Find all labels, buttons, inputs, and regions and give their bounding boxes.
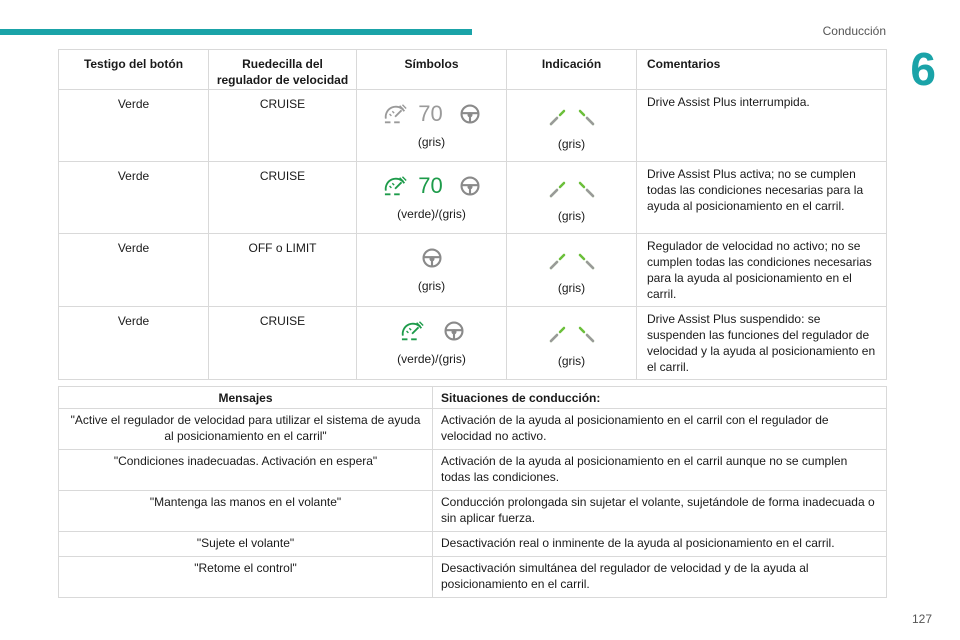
speed-value: 70 [418,101,443,126]
comment-cell: Drive Assist Plus activa; no se cumplen todas las condiciones necesarias para la ayuda al posicionamiento en el carril. [637,162,887,234]
table-row [59,557,887,598]
symbols-cell [357,162,507,234]
testigo-cell: Verde [59,90,209,162]
indication-cell [507,90,637,162]
table-row [59,491,887,532]
table-row [59,234,887,307]
table-row [59,450,887,491]
ruedecilla-cell: CRUISE [209,90,357,162]
symbols-cell [357,307,507,380]
message-cell: "Mantenga las manos en el volante" [59,491,433,532]
ruedecilla-cell: CRUISE [209,307,357,380]
comment-cell: Drive Assist Plus suspendido: se suspenden las funciones del regulador de velocidad y la ayuda al posicionamiento en el carril. [637,307,887,380]
symbol-caption: (gris) [417,135,446,149]
table-row [59,307,887,380]
symbol-caption: (gris) [417,279,446,293]
indication-cell [507,162,637,234]
table-row [59,90,887,162]
header-testigo: Testigo del botón [59,50,209,90]
speedometer-icon [382,174,410,198]
indication-caption: (gris) [557,281,586,295]
lane-lines-icon [537,174,607,200]
symbol-caption: (verde)/(gris) [397,207,466,221]
indicator-table [58,49,887,380]
indicator-table-header [59,50,887,90]
lane-lines-icon [537,319,607,345]
header-indicacion: Indicación [507,50,637,90]
speed-value: 70 [418,173,443,198]
situation-cell: Desactivación real o inminente de la ayuda al posicionamiento en el carril. [433,532,887,557]
indication-cell [507,234,637,307]
ruedecilla-cell: CRUISE [209,162,357,234]
situation-cell: Activación de la ayuda al posicionamiento en el carril con el regulador de velocidad no activo. [433,409,887,450]
indication-cell [507,307,637,380]
testigo-cell: Verde [59,307,209,380]
header-mensajes: Mensajes [59,387,433,409]
situation-cell: Activación de la ayuda al posicionamiento en el carril aunque no se cumplen todas las condiciones. [433,450,887,491]
header-situaciones: Situaciones de conducción: [433,387,887,409]
messages-table-header [59,387,887,409]
message-cell: "Condiciones inadecuadas. Activación en espera" [59,450,433,491]
message-cell: "Retome el control" [59,557,433,598]
table-row [59,162,887,234]
situation-cell: Conducción prolongada sin sujetar el volante, sujetándole de forma inadecuada o sin aplicar fuerza. [433,491,887,532]
message-cell: "Active el regulador de velocidad para utilizar el sistema de ayuda al posicionamiento en el carril" [59,409,433,450]
header-comentarios: Comentarios [637,50,887,90]
steering-wheel-icon [459,103,481,125]
symbol-caption: (verde)/(gris) [397,352,466,366]
chapter-number: 6 [910,43,936,95]
header-accent-bar [0,29,472,35]
symbols-cell [357,90,507,162]
page-number: 127 [911,612,932,626]
steering-wheel-icon [459,175,481,197]
comment-cell: Drive Assist Plus interrumpida. [637,90,887,162]
steering-wheel-icon [421,247,443,269]
header-ruedecilla: Ruedecilla del regulador de velocidad [209,50,357,90]
lane-lines-icon [537,102,607,128]
message-cell: "Sujete el volante" [59,532,433,557]
header-simbolos: Símbolos [357,50,507,90]
indication-caption: (gris) [557,137,586,151]
testigo-cell: Verde [59,162,209,234]
table-row [59,409,887,450]
ruedecilla-cell: OFF o LIMIT [209,234,357,307]
speedometer-icon [399,319,427,343]
messages-table [58,386,887,598]
comment-cell: Regulador de velocidad no activo; no se cumplen todas las condiciones necesarias para la ayuda al posicionamiento en el carril. [637,234,887,307]
situation-cell: Desactivación simultánea del regulador de velocidad y de la ayuda al posicionamiento en el carril. [433,557,887,598]
lane-lines-icon [537,246,607,272]
section-title: Conducción [822,24,886,38]
indication-caption: (gris) [557,209,586,223]
indication-caption: (gris) [557,354,586,368]
testigo-cell: Verde [59,234,209,307]
symbols-cell [357,234,507,307]
table-row [59,532,887,557]
steering-wheel-icon [443,320,465,342]
speedometer-icon [382,102,410,126]
